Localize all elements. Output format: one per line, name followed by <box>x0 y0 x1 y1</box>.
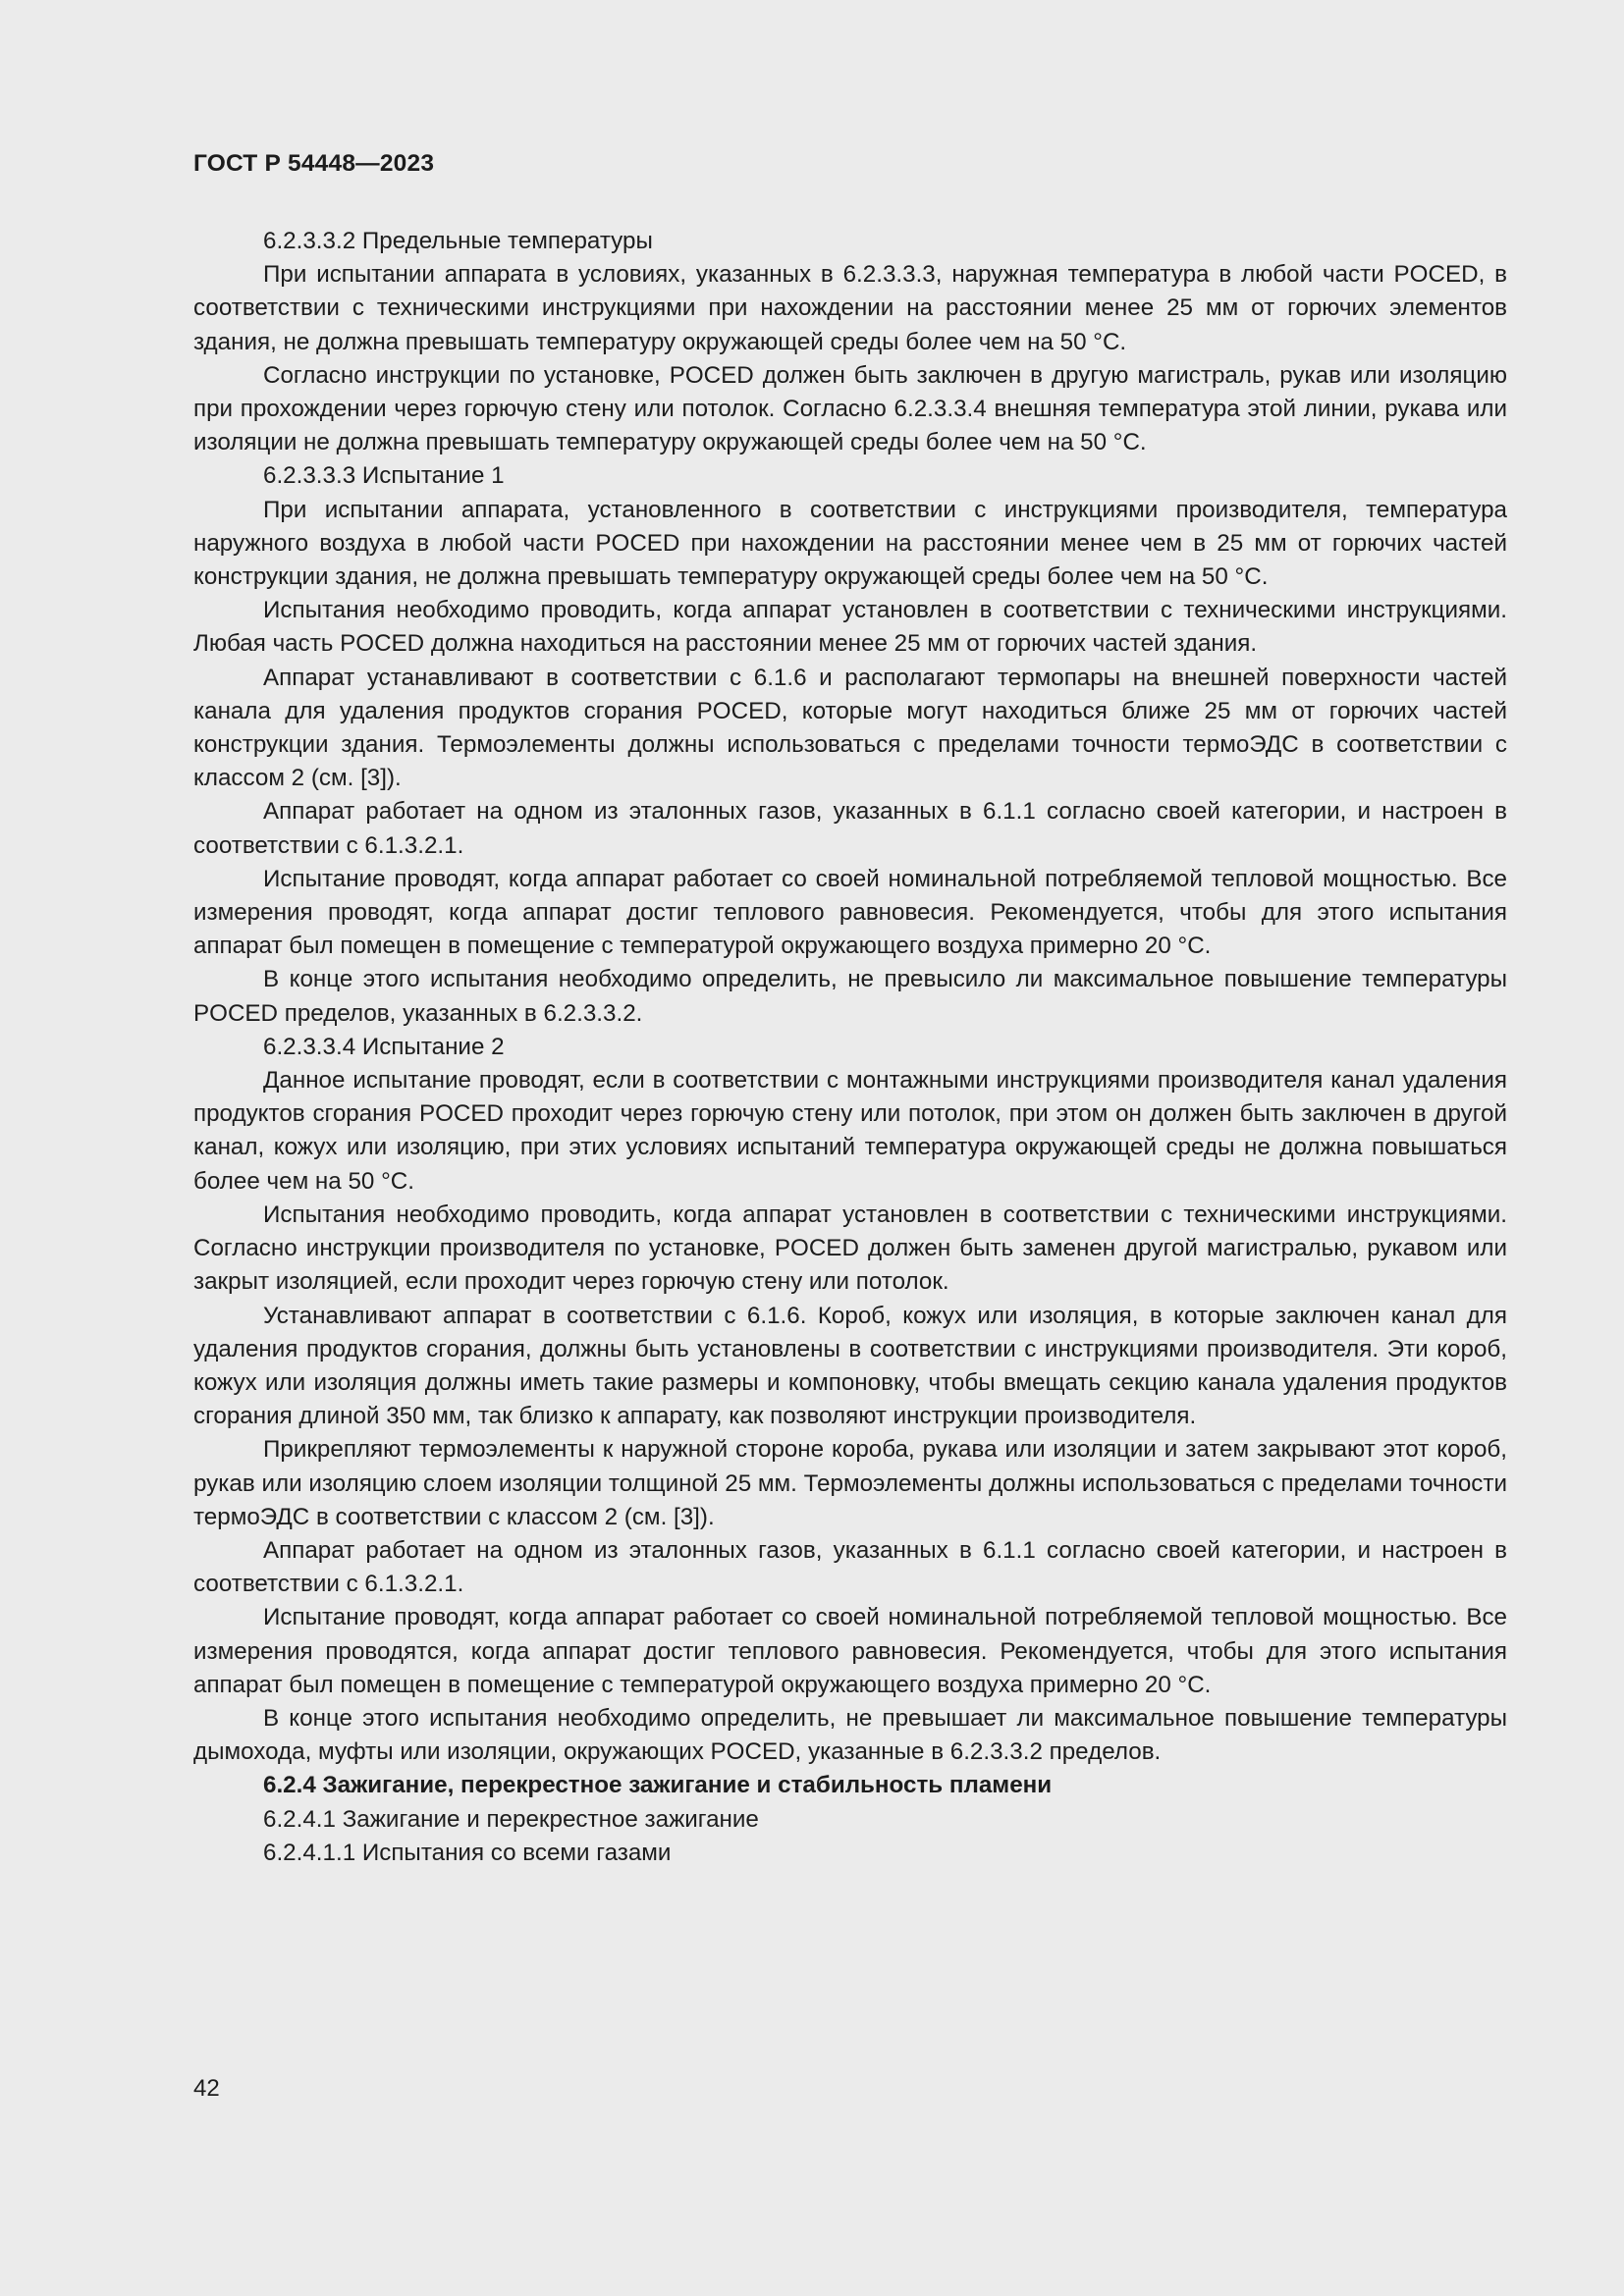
paragraph: Аппарат устанавливают в соответствии с 6.1.6 и располагают термопары на внешней поверхности частей канала для удаления продуктов сгорания POCED, которые могут находиться ближе 25 мм от горючих частей конструкции здания. Термоэлементы должны использоваться с пределами точности термоЭДС в соответствии с классом 2 (см. [3]). <box>193 664 1507 792</box>
section-heading-6-2-4: 6.2.4 Зажигание, перекрестное зажигание и стабильность пламени <box>263 1772 1053 1799</box>
paragraph: В конце этого испытания необходимо определить, не превышает ли максимальное повышение температуры дымохода, муфты или изоляции, окружающих POCED, указанные в 6.2.3.3.2 пределов. <box>193 1704 1507 1766</box>
section-heading-6-2-3-3-4: 6.2.3.3.4 Испытание 2 <box>263 1033 505 1060</box>
section-heading-6-2-3-3-3: 6.2.3.3.3 Испытание 1 <box>263 462 505 490</box>
document-body <box>193 225 1507 1870</box>
paragraph: Испытания необходимо проводить, когда аппарат установлен в соответствии с техническими инструкциями. Любая часть POCED должна находиться на расстоянии менее 25 мм от горючих частей здания. <box>193 597 1507 658</box>
paragraph: При испытании аппарата в условиях, указанных в 6.2.3.3.3, наружная температура в любой части POCED, в соответствии с техническими инструкциями при нахождении на расстоянии менее 25 мм от горючих элементов здания, не должна превышать температуру окружающей среды более чем на 50 °С. <box>193 261 1507 355</box>
paragraph: Данное испытание проводят, если в соответствии с монтажными инструкциями производителя канал удаления продуктов сгорания POCED проходит через горючую стену или потолок, при этом он должен быть заключен в другой канал, кожух или изоляцию, при этих условиях испытаний температура окружающей среды не должна повышаться более чем на 50 °С. <box>193 1067 1507 1195</box>
section-heading-6-2-3-3-2: 6.2.3.3.2 Предельные температуры <box>263 228 653 254</box>
paragraph: Согласно инструкции по установке, POCED должен быть заключен в другую магистраль, рукав или изоляцию при прохождении через горючую стену или потолок. Согласно 6.2.3.3.4 внешняя температура этой линии, рукава или изоляции не должна превышать температуру окружающей среды более чем на 50 °С. <box>193 361 1507 456</box>
paragraph: Испытание проводят, когда аппарат работает со своей номинальной потребляемой тепловой мощностью. Все измерения проводят, когда аппарат достиг теплового равновесия. Рекомендуется, чтобы для этого испытания аппарат был помещен в помещение с температурой окружающего воздуха примерно 20 °С. <box>193 865 1507 960</box>
paragraph: При испытании аппарата, установленного в соответствии с инструкциями производителя, температура наружного воздуха в любой части POCED при нахождении на расстоянии менее чем в 25 мм от горючих частей конструкции здания, не должна превышать температуру окружающей среды более чем на 50 °С. <box>193 496 1507 591</box>
paragraph: В конце этого испытания необходимо определить, не превысило ли максимальное повышение температуры POCED пределов, указанных в 6.2.3.3.2. <box>193 966 1507 1027</box>
paragraph: Прикрепляют термоэлементы к наружной стороне короба, рукава или изоляции и затем закрывают этот короб, рукав или изоляцию слоем изоляции толщиной 25 мм. Термоэлементы должны использоваться с пределами точности термоЭДС в соответствии с классом 2 (см. [3]). <box>193 1436 1507 1530</box>
page-header: ГОСТ Р 54448—2023 <box>193 150 435 177</box>
paragraph: Аппарат работает на одном из эталонных газов, указанных в 6.1.1 согласно своей категории, и настроен в соответствии с 6.1.3.2.1. <box>193 1536 1507 1598</box>
section-heading-6-2-4-1-1: 6.2.4.1.1 Испытания со всеми газами <box>263 1839 672 1866</box>
paragraph: Испытание проводят, когда аппарат работает со своей номинальной потребляемой тепловой мощностью. Все измерения проводятся, когда аппарат достиг теплового равновесия. Рекомендуется, чтобы для этого испытания аппарат был помещен в помещение с температурой окружающего воздуха примерно 20 °С. <box>193 1604 1507 1698</box>
paragraph: Испытания необходимо проводить, когда аппарат установлен в соответствии с техническими инструкциями. Согласно инструкции производителя по установке, POCED должен быть заменен другой магистралью, рукавом или закрыт изоляцией, если проходит через горючую стену или потолок. <box>193 1201 1507 1296</box>
section-heading-6-2-4-1: 6.2.4.1 Зажигание и перекрестное зажигание <box>263 1805 759 1833</box>
paragraph: Аппарат работает на одном из эталонных газов, указанных в 6.1.1 согласно своей категории, и настроен в соответствии с 6.1.3.2.1. <box>193 798 1507 859</box>
paragraph: Устанавливают аппарат в соответствии с 6.1.6. Короб, кожух или изоляция, в которые заключен канал для удаления продуктов сгорания, должны быть установлены в соответствии с инструкциями производителя. Эти короб, кожух или изоляция должны иметь такие размеры и компоновку, чтобы вмещать секцию канала удаления продуктов сгорания длиной 350 мм, так близко к аппарату, как позволяют инструкции производителя. <box>193 1302 1507 1430</box>
page-number: 42 <box>193 2075 220 2102</box>
